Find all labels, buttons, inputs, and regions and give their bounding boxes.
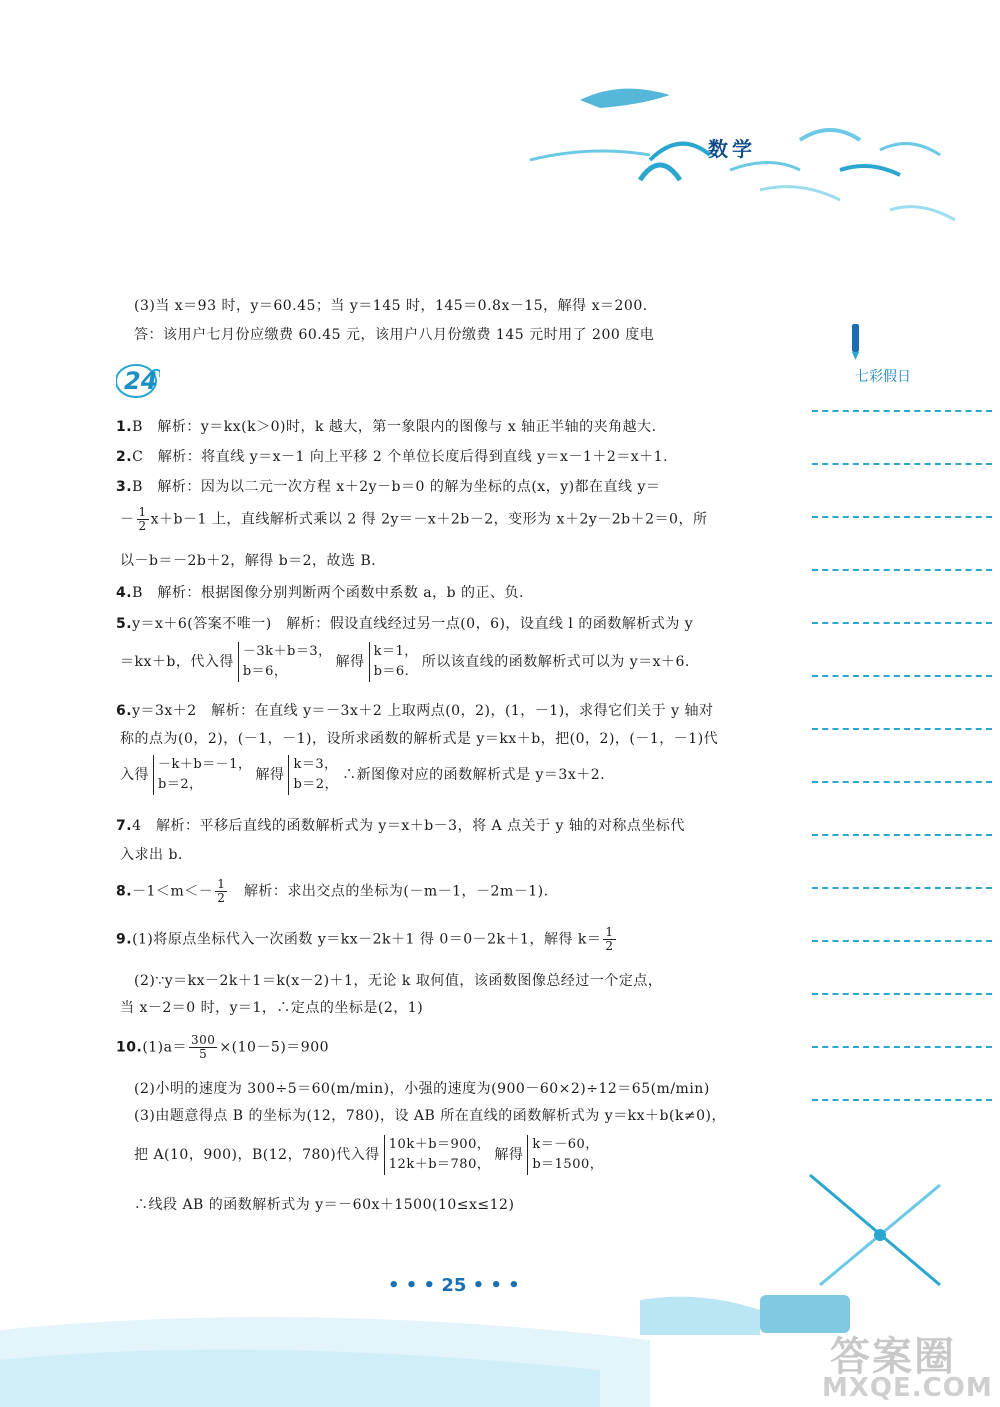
watermark-logo: 答案圈 [830, 1334, 956, 1380]
equation: b＝1500， [532, 1157, 604, 1172]
item-number: 10. [116, 1039, 143, 1056]
equation: b＝6， [242, 664, 288, 679]
fraction [603, 926, 615, 953]
fraction [189, 1034, 217, 1061]
text-part: 解得 [494, 1147, 524, 1163]
note-line [812, 834, 992, 836]
answer-item-10 [116, 1034, 329, 1061]
equation: －k＋b＝－1， [158, 757, 252, 772]
note-line [812, 675, 992, 677]
equation-system [369, 642, 418, 682]
item-number: 3. [116, 479, 133, 495]
text-part: (1)a＝ [142, 1039, 187, 1056]
pencil-icon [845, 322, 865, 362]
fraction [137, 506, 149, 533]
equation: b＝2， [293, 777, 339, 792]
answer-item-5 [116, 613, 693, 633]
note-line [812, 993, 992, 995]
text-part: (1)将原点坐标代入一次函数 y＝kx－2k＋1 得 0＝0－2k＋1，解得 k＝ [132, 931, 602, 948]
bottom-decoration [790, 1165, 970, 1305]
equation: 10k＋b＝900， [388, 1137, 491, 1152]
item-text: y＝3x＋2 解析：在直线 y＝－3x＋2 上取两点(0，2)，(1，－1)，求得它们关于 y 轴对 [132, 703, 714, 719]
equation-system [384, 1135, 491, 1175]
answer-item-9 [116, 926, 618, 953]
text-part: ∴新图像对应的函数解析式是 y＝3x＋2. [342, 767, 606, 783]
item-text: 4 解析：平移后直线的函数解析式为 y＝x＋b－3，将 A 点关于 y 轴的对称点坐标代 [132, 818, 685, 834]
note-line [812, 781, 992, 783]
note-line [812, 410, 992, 412]
item-text: C 解析：将直线 y＝x－1 向上平移 2 个单位长度后得到直线 y＝x－1＋2＝x＋1. [132, 449, 669, 465]
subject-title: 数学 [708, 137, 756, 161]
equation: b＝6. [373, 664, 410, 679]
item-number: 4. [116, 585, 133, 601]
answer-line: (2)∵y＝kx－2k＋1＝k(x－2)＋1，无论 k 取何值，该函数图像总经过一个定点， [134, 973, 663, 989]
note-line [812, 622, 992, 624]
equation: －3k＋b＝3， [242, 644, 332, 659]
answer-item-1 [116, 416, 657, 436]
note-line [812, 516, 992, 518]
equation-system [527, 1135, 603, 1175]
answer-line [134, 1135, 607, 1175]
text-part: 解得 [335, 654, 365, 670]
answer-line [120, 642, 690, 682]
text-part: 解得 [255, 767, 285, 783]
answer-item-6 [116, 700, 714, 720]
section-number: 24 [124, 367, 158, 395]
answer-line [120, 755, 605, 795]
answer-item-4 [116, 582, 524, 602]
answer-item-7 [116, 815, 685, 835]
answer-line: (3)由题意得点 B 的坐标为(12，780)，设 AB 所在直线的函数解析式为 y＝kx＋b(k≠0)， [134, 1108, 727, 1124]
denominator: 2 [138, 519, 147, 533]
item-number: 9. [116, 931, 133, 948]
equation: 12k＋b＝780， [388, 1157, 491, 1172]
note-line [812, 569, 992, 571]
text-part: ×(10－5)＝900 [219, 1039, 330, 1056]
equation: b＝2， [158, 777, 203, 792]
answer-line: (2)小明的速度为 300÷5＝60(m/min)，小强的速度为(900－60×2)÷12＝65(m/min) [134, 1081, 710, 1097]
answer-line [120, 506, 707, 533]
item-number: 2. [116, 449, 133, 465]
answer-line: (3)当 x＝93 时，y＝60.45；当 y＝145 时，145＝0.8x－15，解得 x＝200. [134, 298, 648, 314]
fraction [215, 878, 227, 905]
answer-line: 当 x－2＝0 时，y＝1，∴定点的坐标是(2，1) [120, 1000, 424, 1016]
text-part: x＋b－1 上，直线解析式乘以 2 得 2y＝－x＋2b－2，变形为 x＋2y－2b＋2＝0，所 [150, 511, 708, 528]
note-line [812, 1099, 992, 1101]
denominator: 2 [217, 891, 226, 905]
numerator: 1 [605, 925, 614, 939]
equation-system [288, 755, 338, 795]
item-text: B 解析：y＝kx(k＞0)时，k 越大，第一象限内的图像与 x 轴正半轴的夹角越大. [132, 419, 657, 435]
answer-line: ∴线段 AB 的函数解析式为 y＝－60x＋1500(10≤x≤12) [134, 1197, 515, 1213]
note-line [812, 728, 992, 730]
watermark-url: MXQE.COM [822, 1373, 993, 1403]
answer-line: 以－b＝－2b＋2，解得 b＝2，故选 B. [120, 553, 377, 569]
item-number: 7. [116, 818, 133, 834]
item-text: B 解析：因为以二元一次方程 x＋2y－b＝0 的解为坐标的点(x，y)都在直线 y＝ [132, 479, 661, 495]
numerator: 1 [217, 877, 226, 891]
answer-line: 答：该用户七月份应缴费 60.45 元，该用户八月份缴费 145 元时用了 200 度电 [134, 327, 655, 343]
numerator: 1 [138, 505, 147, 519]
text-part: －1＜m＜－ [132, 883, 214, 900]
denominator: 2 [605, 939, 614, 953]
answer-line: 入求出 b. [120, 847, 183, 863]
item-text: B 解析：根据图像分别判断两个函数中系数 a，b 的正、负. [132, 585, 525, 601]
text-part: － [120, 511, 135, 528]
answer-item-3 [116, 476, 660, 496]
item-text: y＝x＋6(答案不唯一) 解析：假设直线经过另一点(0，6)，设直线 l 的函数解析式为 y [132, 616, 694, 632]
text-part: ＝kx＋b，代入得 [120, 654, 234, 670]
denominator: 5 [199, 1047, 208, 1061]
equation-system [238, 642, 332, 682]
answer-item-8 [116, 878, 549, 905]
note-line [812, 1046, 992, 1048]
equation: k＝3， [293, 757, 338, 772]
text-part: 解析：求出交点的坐标为(－m－1，－2m－1). [229, 883, 549, 900]
note-line [812, 463, 992, 465]
answer-line: 称的点为(0，2)，(－1，－1)，设所求函数的解析式是 y＝kx＋b，把(0，2)，(－1，－1)代 [120, 731, 719, 747]
equation: k＝1， [373, 644, 418, 659]
equation-system [153, 755, 251, 795]
text-part: 把 A(10，900)，B(12，780)代入得 [134, 1147, 380, 1163]
note-line [812, 887, 992, 889]
item-number: 8. [116, 883, 133, 900]
item-number: 1. [116, 419, 133, 435]
text-part: 入得 [120, 767, 149, 783]
answer-item-2 [116, 446, 668, 466]
item-number: 6. [116, 703, 133, 719]
item-number: 5. [116, 616, 133, 632]
numerator: 300 [191, 1033, 216, 1047]
text-part: 所以该直线的函数解析式可以为 y＝x＋6. [421, 654, 690, 670]
equation: k＝－60， [532, 1137, 599, 1152]
note-line [812, 940, 992, 942]
sidebar-label: 七彩假日 [855, 369, 911, 385]
page-number: • • • 25 • • • [388, 1275, 520, 1296]
